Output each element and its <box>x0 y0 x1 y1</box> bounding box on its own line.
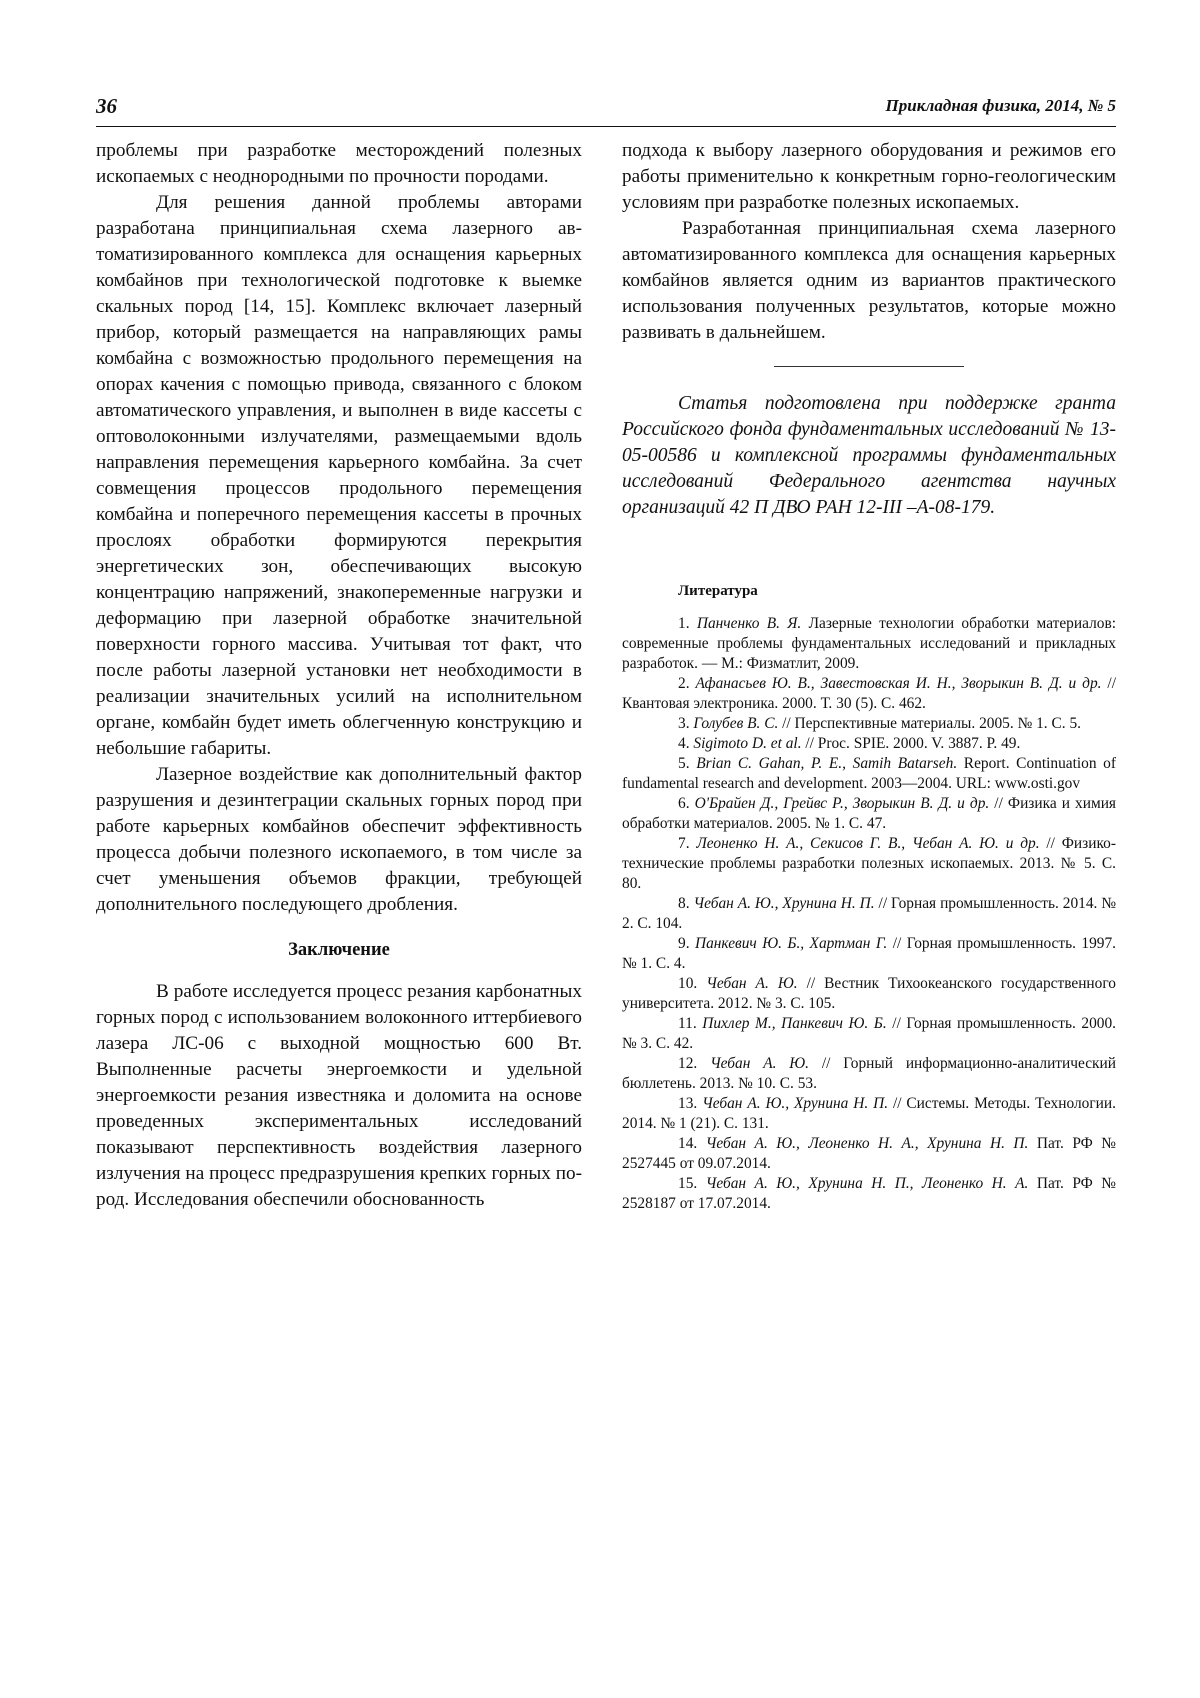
reference-text: Report. Continuation of fundamental research and development. 2003—2004. URL: www.osti.gov <box>622 755 1117 792</box>
reference-text: // Вестник Тихоокеанского государственного университета. 2012. № 3. С. 105. <box>622 975 1116 1012</box>
reference-item <box>622 734 1116 754</box>
reference-item <box>622 714 1116 734</box>
reference-item <box>622 1054 1116 1094</box>
reference-item <box>622 614 1116 674</box>
reference-text: // Горная промышленность. 2014. № 2. С. 104. <box>622 895 1117 932</box>
reference-item <box>622 674 1116 714</box>
reference-item <box>622 974 1116 1014</box>
acknowledgment: Статья подготовлена при поддержке гранта Российского фонда фундаментальных исследований № 13-05-00586 и комплексной программы фундаментальных исследований Федерального агентства научных организаций 42 П ДВО РАН 12-III –А-08-179. <box>622 393 1116 518</box>
reference-number: 1. <box>678 615 697 632</box>
reference-number: 15. <box>678 1175 706 1192</box>
reference-number: 7. <box>678 835 697 852</box>
conclusion-paragraph: В работе исследуется процесс резания карбонатных горных пород с использованием волоконного иттербиевого лазера ЛС-06 с выходной мощностью 600 Вт. Выполненные расчеты энергоемкости и удельной энергоемкости резания известняка и доломита на основе проведенных экспериментальных исследований показывают перспективность воздействия лазерного излучения на процесс предразрушения крепких горных пород. Исследования обеспечили обоснованность <box>96 981 582 1210</box>
reference-authors: Афанасьев Ю. В., Завестовская И. Н., Зворыкин В. Д. и др. <box>695 675 1102 692</box>
reference-authors: Панкевич Ю. Б., Хартман Г. <box>694 935 888 952</box>
reference-item <box>622 834 1116 894</box>
reference-item <box>622 1174 1116 1214</box>
paragraph: Для решения данной проблемы авторами разработана принципиальная схема лазерного автоматизированного комплекса для оснащения карьерных комбайнов при технологической подготовке к выемке скальных пород [14, 15]. Комплекс включает лазерный прибор, который размещается на направляющих рамы комбайна с возможностью продольного перемещения на опорах качения с помощью привода, связанного с блоком автоматического управления, и выполнен в виде кассеты с оптоволоконными излучателями, размещаемыми вдоль направления перемещения карьерного комбайна. За счет совмещения процессов продольного перемещения комбайна и поперечного перемещения кассеты в прочных прослоях обработки формируются перекрытия энергетических зон, обеспечивающих высокую концентрацию напряжений, знакопеременные нагрузки и деформацию при лазерной обработке значительной поверхности горного массива. Учитывая тот факт, что после работы лазерной установки нет необходимости в реализации значительных усилий на исполнительном органе, комбайн будет иметь облегченную конструкцию и небольшие габариты. <box>96 192 582 759</box>
reference-text: // Горная промышленность. 1997. № 1. С. 4. <box>622 935 1117 972</box>
reference-text: Пат. РФ № 2528187 от 17.07.2014. <box>622 1175 1116 1212</box>
reference-number: 2. <box>678 675 696 692</box>
reference-authors: О'Брайен Д., Грейвс Р., Зворыкин В. Д. и др. <box>694 795 990 812</box>
reference-authors: Sigimoto D. et al. <box>693 735 802 752</box>
conclusion-heading: Заключение <box>288 940 390 960</box>
reference-text: // Горный информационно-аналитический бюллетень. 2013. № 10. С. 53. <box>622 1055 1116 1092</box>
running-header <box>96 90 1116 127</box>
reference-text: // Proc. SPIE. 2000. V. 3887. P. 49. <box>801 735 1021 752</box>
paragraph: Разработанная принципиальная схема лазерного автоматизированного комплекса для оснащения карьерных комбайнов является одним из вариантов практического использования полученных результатов, которые можно развивать в дальнейшем. <box>622 218 1116 343</box>
reference-text: // Перспективные материалы. 2005. № 1. С. 5. <box>778 715 1081 732</box>
reference-text: Лазерные технологии обработки материалов: современные проблемы фундаментальных исследований и прикладных разработок. — М.: Физматлит, 2009. <box>622 615 1116 672</box>
reference-number: 14. <box>678 1135 706 1152</box>
journal-title: Прикладная физика, 2014, № 5 <box>885 96 1116 115</box>
reference-number: 10. <box>678 975 707 992</box>
reference-number: 8. <box>678 895 694 912</box>
reference-number: 3. <box>678 715 694 732</box>
right-column <box>622 138 1116 1214</box>
reference-number: 12. <box>678 1055 711 1072</box>
paragraph: проблемы при разработке месторождений полезных ископаемых с неоднородными по прочности породами. <box>96 140 582 187</box>
reference-item <box>622 934 1116 974</box>
reference-item <box>622 794 1116 834</box>
reference-number: 4. <box>678 735 694 752</box>
separator-rule <box>774 366 964 367</box>
reference-number: 6. <box>678 795 695 812</box>
reference-authors: Чебан А. Ю. <box>706 975 798 992</box>
reference-authors: Голубев В. С. <box>693 715 779 732</box>
reference-authors: Чебан А. Ю., Хрунина Н. П. <box>693 895 875 912</box>
reference-authors: Чебан А. Ю., Леоненко Н. А., Хрунина Н. П. <box>705 1135 1029 1152</box>
reference-text: // Квантовая электроника. 2000. Т. 30 (5). С. 462. <box>622 675 1116 712</box>
paragraph: Лазерное воздействие как дополнительный фактор разрушения и дезинтеграции скальных горных пород при работе карьерных комбайнов обеспечит эффективность процесса добычи полезного ископаемого, в том числе за счет уменьшения объемов фракции, требующей дополнительного последующего дробления. <box>96 764 582 915</box>
reference-text: // Физико-технические проблемы разработки полезных ископаемых. 2013. № 5. С. 80. <box>622 835 1117 892</box>
reference-authors: Brian C. Gahan, P. E., Samih Batarseh. <box>696 755 958 772</box>
reference-text: // Системы. Методы. Технологии. 2014. № 1 (21). С. 131. <box>622 1095 1116 1132</box>
reference-item <box>622 754 1116 794</box>
reference-authors: Чебан А. Ю., Хрунина Н. П., Леоненко Н. А. <box>705 1175 1029 1192</box>
reference-item <box>622 1134 1116 1174</box>
reference-number: 9. <box>678 935 695 952</box>
reference-text: // Горная промышленность. 2000. № 3. С. 42. <box>622 1015 1116 1052</box>
reference-authors: Чебан А. Ю. <box>710 1055 810 1072</box>
reference-authors: Панченко В. Я. <box>696 615 802 632</box>
reference-authors: Чебан А. Ю., Хрунина Н. П. <box>702 1095 889 1112</box>
reference-item <box>622 1014 1116 1054</box>
reference-number: 11. <box>678 1015 703 1032</box>
reference-text: Пат. РФ № 2527445 от 09.07.2014. <box>622 1135 1116 1172</box>
references-heading: Литература <box>678 583 758 599</box>
reference-authors: Леоненко Н. А., Секисов Г. В., Чебан А. Ю. и др. <box>696 835 1040 852</box>
reference-item <box>622 894 1116 934</box>
reference-list <box>622 614 1116 1214</box>
reference-number: 13. <box>678 1095 703 1112</box>
reference-number: 5. <box>678 755 697 772</box>
page-number: 36 <box>96 94 117 118</box>
reference-authors: Пихлер М., Панкевич Ю. Б. <box>702 1015 887 1032</box>
paragraph: подхода к выбору лазерного оборудования и режимов его работы применительно к конкретным горно-геологическим условиям при разработке полезных ископаемых. <box>622 140 1116 213</box>
reference-item <box>622 1094 1116 1134</box>
reference-text: // Физика и химия обработки материалов. 2005. № 1. С. 47. <box>622 795 1117 832</box>
left-column <box>96 138 582 1213</box>
